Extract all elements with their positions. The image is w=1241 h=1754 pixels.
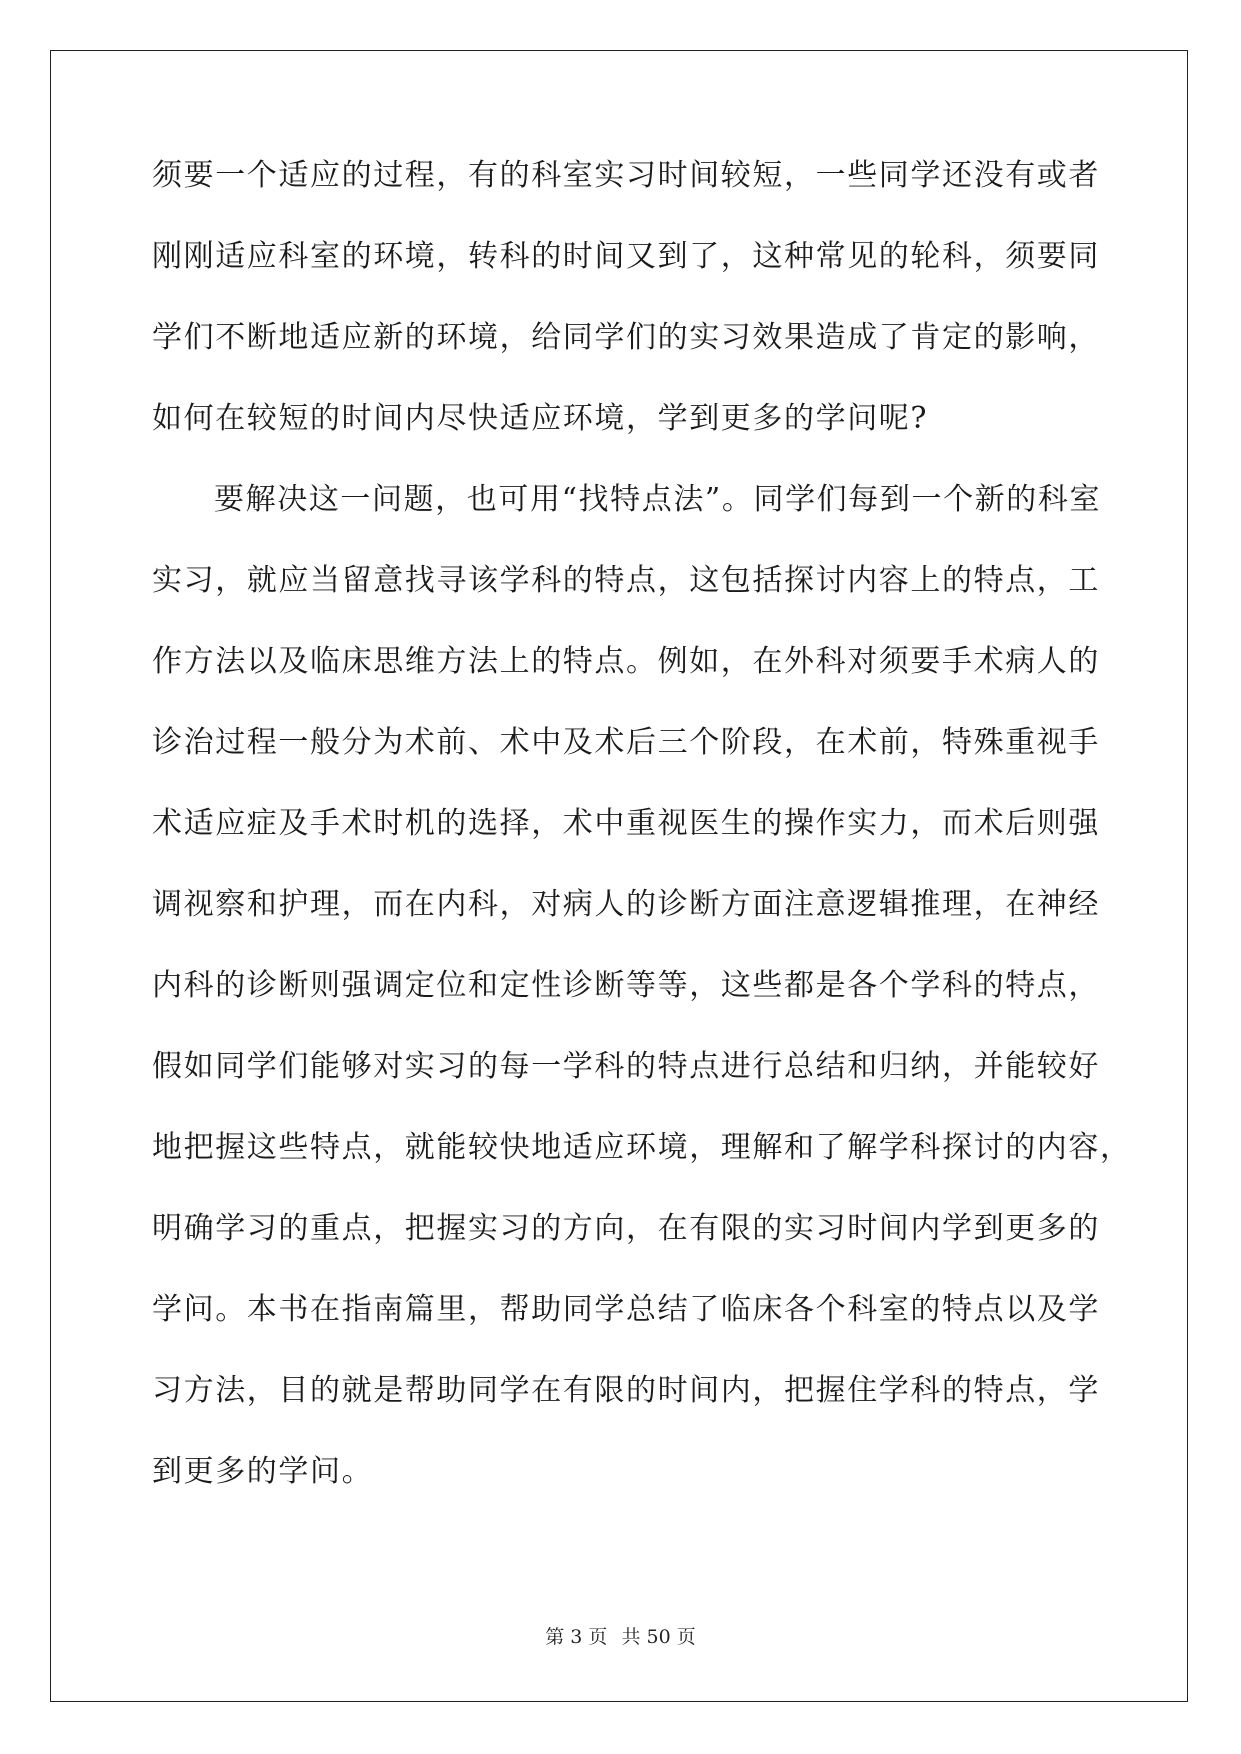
paragraph-first-line: 要解决这一问题，也可用“找特点法”。同学们每到一个新的科室 bbox=[214, 482, 1102, 517]
text-line: 明确学习的重点，把握实习的方向，在有限的实习时间内学到更多的 bbox=[152, 1211, 1100, 1246]
text-line: 须要一个适应的过程，有的科室实习时间较短，一些同学还没有或者 bbox=[152, 158, 1100, 193]
text-line: 地把握这些特点，就能较快地适应环境，理解和了解学科探讨的内容， bbox=[152, 1130, 1132, 1165]
text-line: 学问。本书在指南篇里，帮助同学总结了临床各个科室的特点以及学 bbox=[152, 1292, 1100, 1327]
total-pages: 共 50 页 bbox=[621, 1626, 696, 1648]
text-line: 假如同学们能够对实习的每一学科的特点进行总结和归纳，并能较好 bbox=[152, 1049, 1100, 1084]
text-line: 内科的诊断则强调定位和定性诊断等等，这些都是各个学科的特点， bbox=[152, 968, 1100, 1003]
text-line: 术适应症及手术时机的选择，术中重视医生的操作实力，而术后则强 bbox=[152, 806, 1100, 841]
page-footer bbox=[0, 1622, 1241, 1649]
text-line: 到更多的学问。 bbox=[152, 1454, 374, 1489]
text-line: 习方法，目的就是帮助同学在有限的时间内，把握住学科的特点，学 bbox=[152, 1373, 1100, 1408]
body-text bbox=[152, 158, 1132, 1535]
text-line: 如何在较短的时间内尽快适应环境，学到更多的学问呢? bbox=[152, 401, 929, 436]
text-line: 学们不断地适应新的环境，给同学们的实习效果造成了肯定的影响， bbox=[152, 320, 1100, 355]
text-line: 刚刚适应科室的环境，转科的时间又到了，这种常见的轮科，须要同 bbox=[152, 239, 1100, 274]
page-number: 第 3 页 bbox=[545, 1626, 608, 1648]
text-line: 调视察和护理，而在内科，对病人的诊断方面注意逻辑推理，在神经 bbox=[152, 887, 1100, 922]
text-line: 诊治过程一般分为术前、术中及术后三个阶段，在术前，特殊重视手 bbox=[152, 725, 1100, 760]
text-line: 实习，就应当留意找寻该学科的特点，这包括探讨内容上的特点，工 bbox=[152, 563, 1100, 598]
text-line: 作方法以及临床思维方法上的特点。例如，在外科对须要手术病人的 bbox=[152, 644, 1100, 679]
